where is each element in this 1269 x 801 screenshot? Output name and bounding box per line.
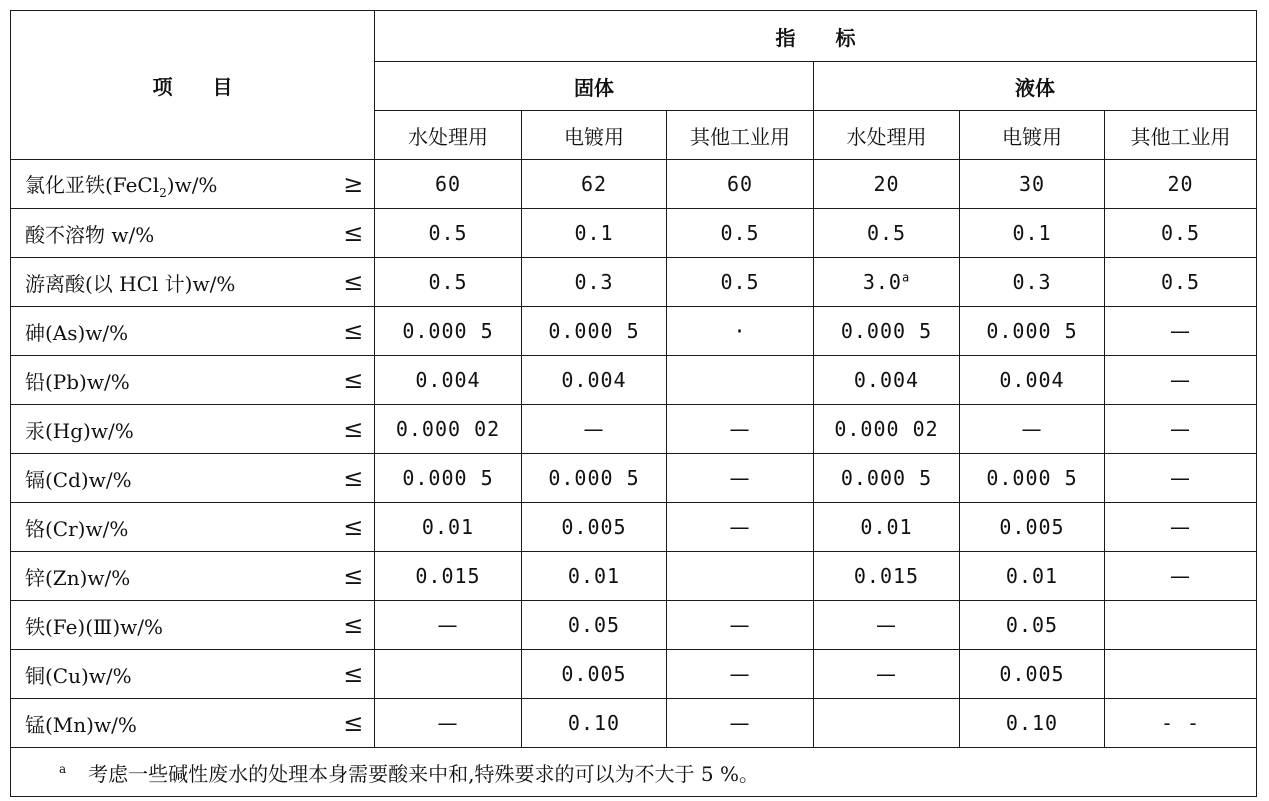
value-cell <box>375 307 522 356</box>
item-name-text: 锰(Mn)w/% <box>25 712 137 737</box>
value-cell <box>667 405 814 454</box>
value-text: 0.004 <box>561 368 627 392</box>
value-cell <box>375 601 522 650</box>
group-header-solid: 固体 <box>375 62 814 111</box>
value-cell <box>522 405 667 454</box>
value-cell <box>960 307 1105 356</box>
value-cell <box>522 258 667 307</box>
table-row <box>11 601 1257 650</box>
footnote-marker: a <box>901 270 911 285</box>
footnote-mark: a <box>59 761 67 776</box>
value-text: — <box>1170 515 1191 539</box>
value-cell <box>667 650 814 699</box>
value-text: — <box>437 711 459 735</box>
value-text: — <box>1170 319 1191 343</box>
value-text: 0.000 5 <box>548 319 640 343</box>
value-cell <box>814 356 960 405</box>
table-row <box>11 650 1257 699</box>
value-cell <box>1105 356 1257 405</box>
specification-table <box>10 10 1257 797</box>
value-cell <box>960 552 1105 601</box>
value-text: 0.1 <box>1012 221 1052 245</box>
value-cell <box>667 307 814 356</box>
value-cell <box>814 209 960 258</box>
comparison-symbol: ≤ <box>333 601 375 650</box>
value-cell <box>814 552 960 601</box>
subcolumn-header: 电镀用 <box>522 111 667 160</box>
value-cell <box>814 258 960 307</box>
value-cell <box>960 209 1105 258</box>
value-text: 0.005 <box>561 515 627 539</box>
value-cell <box>814 699 960 748</box>
item-name <box>11 160 333 209</box>
value-cell <box>960 650 1105 699</box>
item-name-subscript: 2 <box>159 185 167 200</box>
value-text: 0.015 <box>853 564 920 588</box>
value-cell <box>375 258 522 307</box>
value-cell <box>667 258 814 307</box>
value-cell <box>375 552 522 601</box>
comparison-symbol: ≤ <box>333 454 375 503</box>
value-text: 0.3 <box>574 270 614 294</box>
comparison-symbol: ≥ <box>333 160 375 209</box>
value-text: — <box>729 515 751 539</box>
value-cell <box>522 601 667 650</box>
table-row <box>11 209 1257 258</box>
comparison-symbol: ≤ <box>333 209 375 258</box>
value-cell <box>522 307 667 356</box>
comparison-symbol: ≤ <box>333 650 375 699</box>
value-cell <box>960 699 1105 748</box>
value-text: 0.10 <box>1005 711 1059 735</box>
value-text: 0.000 02 <box>395 417 501 441</box>
comparison-symbol: ≤ <box>333 258 375 307</box>
value-cell <box>814 503 960 552</box>
value-cell <box>522 650 667 699</box>
value-text: — <box>876 662 897 686</box>
value-cell <box>1105 601 1257 650</box>
value-text: 0.5 <box>1160 270 1201 294</box>
item-name <box>11 307 333 356</box>
value-cell <box>1105 307 1257 356</box>
value-cell <box>1105 405 1257 454</box>
item-name-suffix: )w/% <box>166 172 218 197</box>
value-text: 0.015 <box>415 564 481 588</box>
value-text: 0.005 <box>999 662 1065 686</box>
value-text: 0.000 5 <box>986 319 1078 343</box>
item-name-text: 铬(Cr)w/% <box>25 516 129 541</box>
value-cell <box>1105 650 1257 699</box>
value-text: 0.000 5 <box>840 466 933 490</box>
value-text: 0.004 <box>999 368 1065 392</box>
item-name <box>11 258 333 307</box>
value-cell <box>1105 552 1257 601</box>
value-text: — <box>1170 564 1191 588</box>
value-cell <box>522 209 667 258</box>
value-cell <box>375 454 522 503</box>
item-name <box>11 503 333 552</box>
value-cell <box>814 307 960 356</box>
value-cell <box>522 552 667 601</box>
footnote-row <box>11 748 1257 797</box>
footnote <box>11 748 1257 797</box>
value-cell <box>667 699 814 748</box>
value-cell <box>667 552 814 601</box>
value-text: — <box>729 466 751 490</box>
value-cell <box>1105 258 1257 307</box>
value-cell <box>522 503 667 552</box>
value-cell <box>814 650 960 699</box>
value-cell <box>667 209 814 258</box>
value-text: 60 <box>726 172 754 196</box>
value-text: — <box>1170 368 1191 392</box>
value-text: — <box>1170 417 1191 441</box>
item-name <box>11 405 333 454</box>
value-text: — <box>1170 466 1191 490</box>
value-text: — <box>729 711 751 735</box>
item-name-text: 汞(Hg)w/% <box>25 418 134 443</box>
value-text: 0.5 <box>866 221 907 245</box>
value-cell <box>375 356 522 405</box>
value-cell <box>667 160 814 209</box>
item-name <box>11 356 333 405</box>
comparison-symbol: ≤ <box>333 699 375 748</box>
value-text: 60 <box>434 172 462 196</box>
value-cell <box>1105 160 1257 209</box>
item-name <box>11 699 333 748</box>
value-cell <box>375 405 522 454</box>
value-text: 0.10 <box>567 711 621 735</box>
subcolumn-header: 水处理用 <box>375 111 522 160</box>
value-text: 0.01 <box>567 564 621 588</box>
value-text: 20 <box>1167 172 1194 196</box>
value-cell <box>522 699 667 748</box>
value-cell <box>1105 503 1257 552</box>
value-text: 0.000 5 <box>986 466 1078 490</box>
value-text: — <box>729 613 751 637</box>
value-cell <box>960 356 1105 405</box>
comparison-symbol: ≤ <box>333 405 375 454</box>
table-row <box>11 699 1257 748</box>
item-name <box>11 601 333 650</box>
item-name <box>11 209 333 258</box>
value-cell <box>375 699 522 748</box>
item-name-text: 锌(Zn)w/% <box>25 565 131 590</box>
subcolumn-header: 电镀用 <box>960 111 1105 160</box>
value-cell <box>667 454 814 503</box>
value-text: 0.000 5 <box>402 466 494 490</box>
value-cell <box>375 209 522 258</box>
value-text: 0.000 5 <box>402 319 494 343</box>
value-text: 0.5 <box>1160 221 1201 245</box>
value-cell <box>814 454 960 503</box>
value-cell <box>667 601 814 650</box>
item-name-text: 铜(Cu)w/% <box>25 663 132 688</box>
value-text: 0.000 5 <box>548 466 640 490</box>
value-text: 0.004 <box>415 368 481 392</box>
value-text: 0.01 <box>860 515 913 539</box>
item-name-text: 砷(As)w/% <box>25 320 129 345</box>
value-cell <box>667 503 814 552</box>
value-cell <box>522 454 667 503</box>
item-name-text: 镉(Cd)w/% <box>25 467 132 492</box>
item-name <box>11 552 333 601</box>
value-cell <box>814 601 960 650</box>
table-row <box>11 552 1257 601</box>
footnote-text: 考虑一些碱性废水的处理本身需要酸来中和,特殊要求的可以为不大于 5 %。 <box>88 761 759 786</box>
value-cell <box>1105 454 1257 503</box>
subcolumn-header: 其他工业用 <box>667 111 814 160</box>
value-cell <box>814 160 960 209</box>
value-cell <box>522 356 667 405</box>
table-row <box>11 454 1257 503</box>
value-text: — <box>876 613 897 637</box>
value-cell <box>375 503 522 552</box>
value-text: 62 <box>580 172 608 196</box>
value-text: — <box>729 417 751 441</box>
value-cell <box>1105 699 1257 748</box>
item-name-text: 游离酸(以 HCl 计)w/% <box>25 271 236 296</box>
value-cell <box>814 405 960 454</box>
item-header: 项 目 <box>11 11 375 160</box>
value-text: 0.3 <box>1012 270 1052 294</box>
value-text: 30 <box>1018 172 1046 196</box>
table-row <box>11 405 1257 454</box>
value-cell <box>960 258 1105 307</box>
item-name-text: 铅(Pb)w/% <box>25 369 130 394</box>
group-header-liquid: 液体 <box>814 62 1257 111</box>
table-row <box>11 503 1257 552</box>
indicator-header: 指 标 <box>375 11 1257 62</box>
value-text: 3.0 <box>862 270 902 294</box>
value-text: 0.004 <box>853 368 920 392</box>
value-text: · <box>733 319 747 343</box>
value-text: 0.01 <box>421 515 475 539</box>
value-text: 0.5 <box>428 221 468 245</box>
value-text: 0.05 <box>567 613 621 637</box>
value-text: 0.005 <box>999 515 1065 539</box>
value-cell <box>667 356 814 405</box>
item-name-text: 铁(Fe)(Ⅲ)w/% <box>25 614 163 639</box>
value-text: 0.000 02 <box>834 417 939 441</box>
table-row <box>11 356 1257 405</box>
value-cell <box>522 160 667 209</box>
subcolumn-header: 其他工业用 <box>1105 111 1257 160</box>
value-cell <box>960 454 1105 503</box>
value-cell <box>960 601 1105 650</box>
value-cell <box>1105 209 1257 258</box>
comparison-symbol: ≤ <box>333 356 375 405</box>
value-text: — <box>1021 417 1043 441</box>
item-name-text: 酸不溶物 w/% <box>25 222 155 247</box>
value-cell <box>375 650 522 699</box>
value-text: — <box>437 613 459 637</box>
value-text: 0.5 <box>720 221 760 245</box>
value-text: 0.05 <box>1005 613 1059 637</box>
table-row <box>11 160 1257 209</box>
value-text: 0.5 <box>428 270 468 294</box>
value-text: 0.1 <box>574 221 614 245</box>
value-text: — <box>729 662 751 686</box>
table-row <box>11 307 1257 356</box>
value-cell <box>960 160 1105 209</box>
value-text: 0.5 <box>720 270 760 294</box>
value-text: 0.01 <box>1005 564 1059 588</box>
table-row <box>11 258 1257 307</box>
comparison-symbol: ≤ <box>333 503 375 552</box>
value-text: — <box>583 417 605 441</box>
item-name-text: 氯化亚铁(FeCl <box>25 172 160 197</box>
value-cell <box>960 503 1105 552</box>
value-text: 0.000 5 <box>840 319 933 343</box>
comparison-symbol: ≤ <box>333 552 375 601</box>
subcolumn-header: 水处理用 <box>814 111 960 160</box>
value-text: 20 <box>873 172 900 196</box>
comparison-symbol: ≤ <box>333 307 375 356</box>
value-text: - - <box>1160 711 1201 735</box>
value-cell <box>375 160 522 209</box>
value-text: 0.005 <box>561 662 627 686</box>
item-name <box>11 454 333 503</box>
item-name <box>11 650 333 699</box>
value-cell <box>960 405 1105 454</box>
